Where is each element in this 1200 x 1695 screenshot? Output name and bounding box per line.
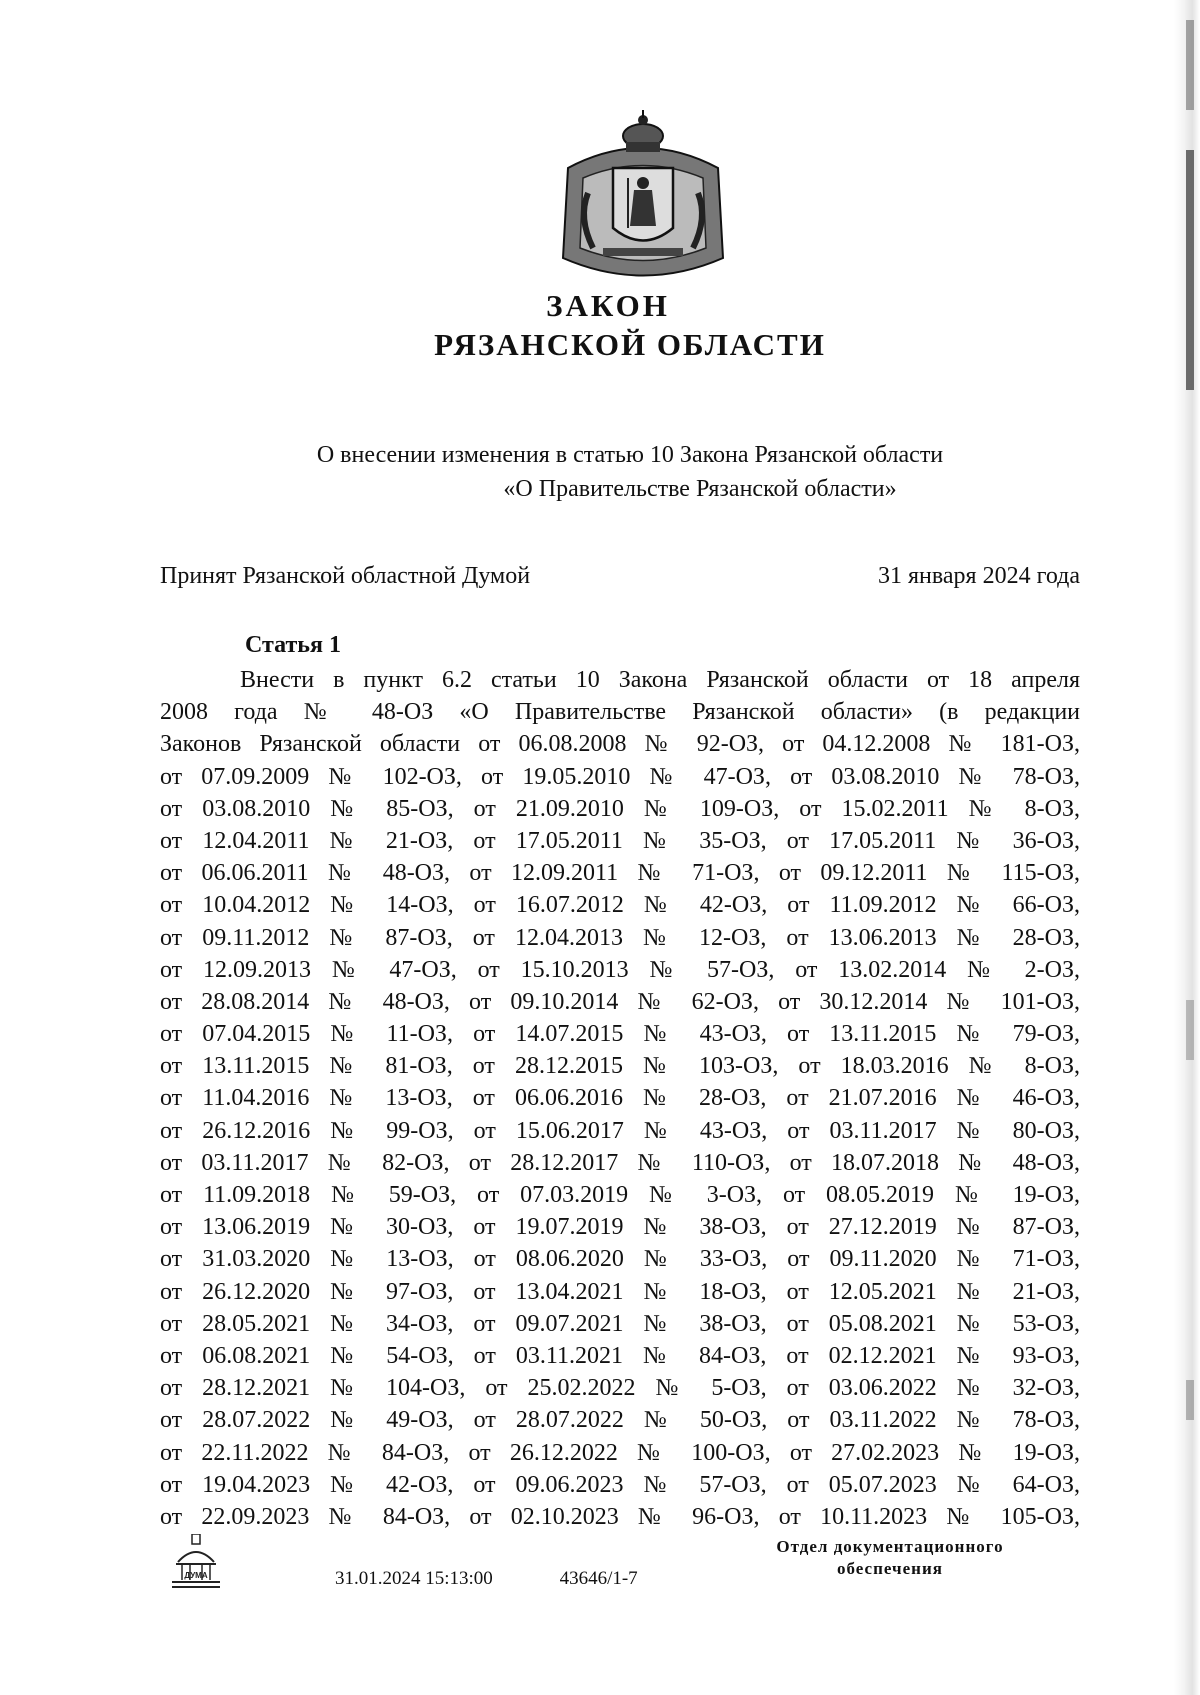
article-line: от 28.05.2021 № 34-ОЗ, от 09.07.2021 № 38-ОЗ, от 05.08.2021 № 53-ОЗ, bbox=[160, 1310, 1080, 1337]
article-line: Законов Рязанской области от 06.08.2008 № 92-ОЗ, от 04.12.2008 № 181-ОЗ, bbox=[160, 731, 1080, 758]
article-line: от 11.04.2016 № 13-ОЗ, от 06.06.2016 № 28-ОЗ, от 21.07.2016 № 46-ОЗ, bbox=[160, 1085, 1080, 1112]
article-1-heading: Статья 1 bbox=[245, 632, 341, 658]
scan-edge-artifact bbox=[1174, 0, 1200, 1695]
law-region-title: РЯЗАНСКОЙ ОБЛАСТИ bbox=[434, 327, 826, 362]
adoption-date: 31 января 2024 года bbox=[877, 563, 1080, 589]
adopted-by: Принят Рязанской областной Думой bbox=[160, 563, 531, 589]
article-line: Внести в пункт 6.2 статьи 10 Закона Рязанской области от 18 апреля bbox=[240, 667, 1080, 693]
department-line-1: Отдел документационного bbox=[776, 1537, 1004, 1556]
law-subject-line-1: О внесении изменения в статью 10 Закона Рязанской области bbox=[316, 442, 944, 468]
article-line: от 19.04.2023 № 42-ОЗ, от 09.06.2023 № 57-ОЗ, от 05.07.2023 № 64-ОЗ, bbox=[160, 1471, 1080, 1498]
article-line: от 09.11.2012 № 87-ОЗ, от 12.04.2013 № 12-ОЗ, от 13.06.2013 № 28-ОЗ, bbox=[160, 924, 1080, 951]
article-line: от 12.09.2013 № 47-ОЗ, от 15.10.2013 № 57-ОЗ, от 13.02.2014 № 2-ОЗ, bbox=[160, 956, 1080, 983]
duma-logo-text: ДУМА bbox=[184, 1571, 208, 1580]
department-stamp bbox=[740, 1536, 1040, 1580]
registration-number: 43646/1-7 bbox=[559, 1568, 638, 1589]
article-line: от 11.09.2018 № 59-ОЗ, от 07.03.2019 № 3-ОЗ, от 08.05.2019 № 19-ОЗ, bbox=[160, 1182, 1080, 1208]
article-line: от 12.04.2011 № 21-ОЗ, от 17.05.2011 № 35-ОЗ, от 17.05.2011 № 36-ОЗ, bbox=[160, 827, 1080, 854]
article-line: от 26.12.2016 № 99-ОЗ, от 15.06.2017 № 43-ОЗ, от 03.11.2017 № 80-ОЗ, bbox=[160, 1117, 1080, 1144]
article-line: от 13.11.2015 № 81-ОЗ, от 28.12.2015 № 103-ОЗ, от 18.03.2016 № 8-ОЗ, bbox=[160, 1053, 1080, 1080]
article-line: 2008 года № 48-ОЗ «О Правительстве Рязанской области» (в редакции bbox=[160, 699, 1080, 726]
article-line: от 22.09.2023 № 84-ОЗ, от 02.10.2023 № 96-ОЗ, от 10.11.2023 № 105-ОЗ, bbox=[160, 1503, 1080, 1530]
article-line: от 28.08.2014 № 48-ОЗ, от 09.10.2014 № 62-ОЗ, от 30.12.2014 № 101-ОЗ, bbox=[160, 988, 1080, 1015]
adoption-line bbox=[160, 563, 1080, 597]
article-line: от 06.08.2021 № 54-ОЗ, от 03.11.2021 № 84-ОЗ, от 02.12.2021 № 93-ОЗ, bbox=[160, 1342, 1080, 1369]
article-line: от 26.12.2020 № 97-ОЗ, от 13.04.2021 № 18-ОЗ, от 12.05.2021 № 21-ОЗ, bbox=[160, 1278, 1080, 1305]
law-title: ЗАКОН bbox=[546, 288, 670, 323]
registration-timestamp: 31.01.2024 15:13:00 bbox=[335, 1568, 493, 1589]
article-line: от 03.08.2010 № 85-ОЗ, от 21.09.2010 № 109-ОЗ, от 15.02.2011 № 8-ОЗ, bbox=[160, 795, 1080, 822]
article-line: от 07.04.2015 № 11-ОЗ, от 14.07.2015 № 43-ОЗ, от 13.11.2015 № 79-ОЗ, bbox=[160, 1021, 1080, 1048]
article-line: от 06.06.2011 № 48-ОЗ, от 12.09.2011 № 71-ОЗ, от 09.12.2011 № 115-ОЗ, bbox=[160, 860, 1080, 887]
article-line: от 13.06.2019 № 30-ОЗ, от 19.07.2019 № 38-ОЗ, от 27.12.2019 № 87-ОЗ, bbox=[160, 1214, 1080, 1241]
department-line-2: обеспечения bbox=[837, 1559, 943, 1578]
article-line: от 03.11.2017 № 82-ОЗ, от 28.12.2017 № 110-ОЗ, от 18.07.2018 № 48-ОЗ, bbox=[160, 1149, 1080, 1176]
registration-stamp bbox=[335, 1568, 638, 1590]
article-line: от 10.04.2012 № 14-ОЗ, от 16.07.2012 № 42-ОЗ, от 11.09.2012 № 66-ОЗ, bbox=[160, 892, 1080, 919]
article-line: от 22.11.2022 № 84-ОЗ, от 26.12.2022 № 100-ОЗ, от 27.02.2023 № 19-ОЗ, bbox=[160, 1439, 1080, 1466]
ryazan-coat-of-arms-icon bbox=[548, 108, 738, 293]
article-line: от 28.07.2022 № 49-ОЗ, от 28.07.2022 № 50-ОЗ, от 03.11.2022 № 78-ОЗ, bbox=[160, 1407, 1080, 1434]
article-line: от 07.09.2009 № 102-ОЗ, от 19.05.2010 № 47-ОЗ, от 03.08.2010 № 78-ОЗ, bbox=[160, 763, 1080, 790]
law-subject-line-2: «О Правительстве Рязанской области» bbox=[503, 476, 897, 502]
article-line: от 31.03.2020 № 13-ОЗ, от 08.06.2020 № 33-ОЗ, от 09.11.2020 № 71-ОЗ, bbox=[160, 1246, 1080, 1273]
article-line: от 28.12.2021 № 104-ОЗ, от 25.02.2022 № 5-ОЗ, от 03.06.2022 № 32-ОЗ, bbox=[160, 1375, 1080, 1402]
duma-building-icon bbox=[170, 1534, 222, 1590]
article-1-body bbox=[160, 664, 1080, 1533]
